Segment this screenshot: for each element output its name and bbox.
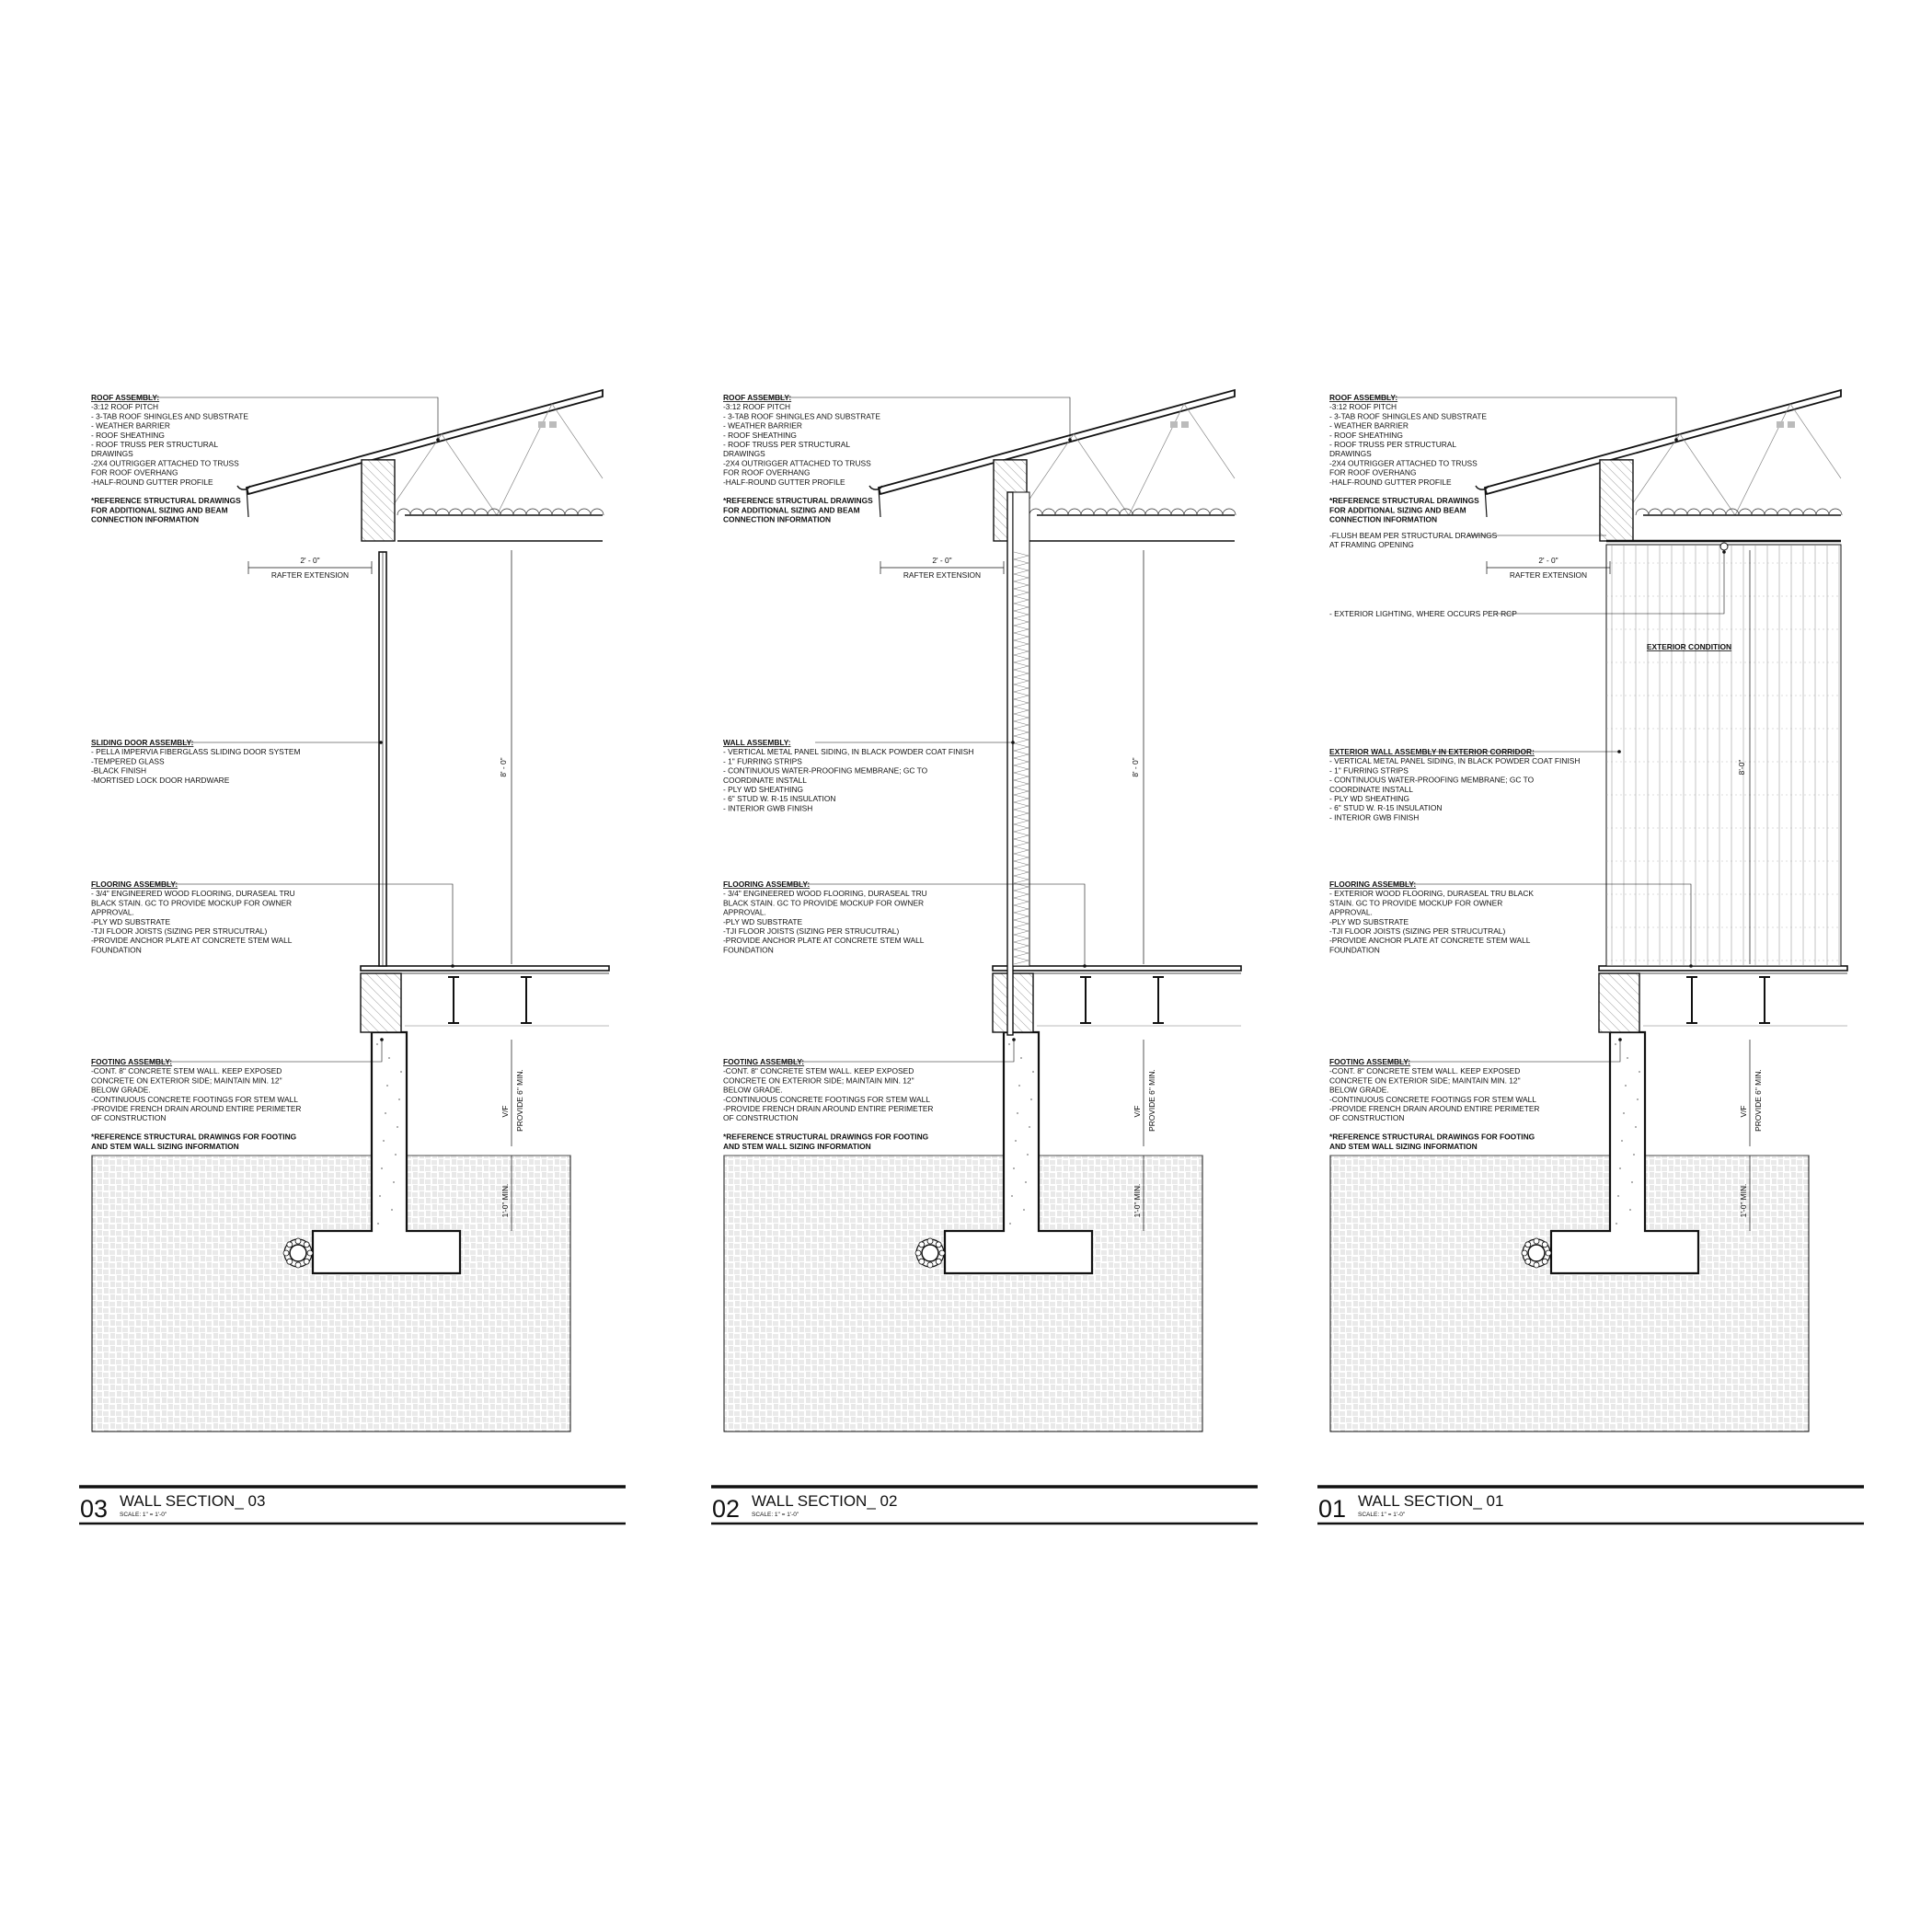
footing-assembly-note-line: CONCRETE ON EXTERIOR SIDE; MAINTAIN MIN. 12" (91, 1075, 282, 1086)
section-title: WALL SECTION_ 02 (752, 1492, 898, 1510)
gravel (287, 1259, 293, 1264)
gravel (1542, 1242, 1547, 1248)
roof-assembly-note-line: DRAWINGS (723, 449, 765, 459)
flooring-assembly-note-line: - EXTERIOR WOOD FLOORING, DURASEAL TRU BLACK (1329, 889, 1534, 899)
wall-assembly-note-line: - CONTINUOUS WATER-PROOFING MEMBRANE; GC TO (723, 765, 928, 776)
section-scale: SCALE: 1" = 1'-0" (120, 1512, 167, 1518)
wall-assembly-note-line: -MORTISED LOCK DOOR HARDWARE (91, 775, 230, 785)
wall-assembly-note (723, 738, 1013, 812)
gravel (304, 1242, 309, 1248)
concrete-aggregate (1623, 1112, 1625, 1114)
concrete-aggregate (1032, 1071, 1034, 1073)
wall-assembly-note-line: - PLY WD SHEATHING (1329, 794, 1410, 803)
concrete-aggregate (1637, 1098, 1639, 1100)
footing-assembly-note-reference: AND STEM WALL SIZING INFORMATION (723, 1141, 871, 1151)
concrete-aggregate (391, 1209, 393, 1211)
roof-assembly-note-line: -3:12 ROOF PITCH (723, 402, 791, 412)
concrete-aggregate (1027, 1154, 1029, 1156)
roof-assembly-note-line: - WEATHER BARRIER (1329, 420, 1409, 431)
flooring-assembly-note (723, 880, 1085, 966)
roof-assembly-note-line: - ROOF TRUSS PER STRUCTURAL (1329, 440, 1457, 449)
wall-assembly-note-line: -TEMPERED GLASS (91, 756, 165, 766)
roof-assembly-note-line: - WEATHER BARRIER (723, 420, 802, 431)
leader-dot (1618, 1038, 1622, 1041)
section-number: 02 (712, 1495, 741, 1523)
rim-board (361, 973, 401, 1032)
roof-rafter (879, 390, 1235, 494)
gravel (307, 1250, 313, 1256)
footing-assembly-note (723, 1040, 1014, 1151)
concrete-aggregate (1631, 1181, 1633, 1183)
wall-assembly-note-line: - VERTICAL METAL PANEL SIDING, IN BLACK POWDER COAT FINISH (1329, 756, 1581, 766)
leader-dot (1722, 550, 1726, 554)
vif-label: V/F (500, 1105, 510, 1118)
roof-assembly-note-line: - ROOF SHEATHING (1329, 430, 1403, 440)
wall-assembly-note-line: - INTERIOR GWB FINISH (1329, 812, 1420, 822)
flooring-assembly-note-line: -TJI FLOOR JOISTS (SIZING PER STRUCUTRAL) (91, 926, 268, 936)
footing-assembly-note-reference: AND STEM WALL SIZING INFORMATION (1329, 1141, 1478, 1151)
concrete-aggregate (1023, 1209, 1025, 1211)
wall-assembly-note-line: COORDINATE INSTALL (723, 775, 807, 785)
gravel (1522, 1250, 1527, 1256)
flooring-assembly-note-line: FOUNDATION (91, 945, 142, 955)
roof-assembly-note-reference: CONNECTION INFORMATION (1329, 514, 1438, 524)
wall-assembly-note-heading: EXTERIOR WALL ASSEMBLY IN EXTERIOR CORRIDOR: (1329, 747, 1535, 756)
concrete-aggregate (1621, 1140, 1623, 1142)
wall-assembly-note-line: - 6" STUD W. R-15 INSULATION (1329, 803, 1443, 813)
leader-dot (436, 438, 440, 442)
metal-siding (1007, 492, 1013, 1035)
concrete-aggregate (395, 1154, 397, 1156)
flooring-assembly-note-line: BLACK STAIN. GC TO PROVIDE MOCKUP FOR OWNER (91, 898, 293, 908)
roof-assembly-note-reference: *REFERENCE STRUCTURAL DRAWINGS (91, 496, 241, 506)
footing-assembly-note-heading: FOOTING ASSEMBLY: (91, 1057, 173, 1066)
concrete-aggregate (1627, 1057, 1628, 1059)
exterior-light (1720, 543, 1728, 550)
leader-dot (379, 741, 383, 744)
provide-min-label: PROVIDE 6" MIN. (1754, 1069, 1763, 1132)
roof-assembly-note-line: -2X4 OUTRIGGER ATTACHED TO TRUSS (91, 458, 239, 468)
concrete-aggregate (1020, 1057, 1022, 1059)
depth-min-label: 1'-0" MIN. (500, 1183, 510, 1218)
roof-assembly-note-reference: *REFERENCE STRUCTURAL DRAWINGS (1329, 496, 1479, 506)
gravel (919, 1242, 925, 1248)
footing-assembly-note-line: -CONT. 8" CONCRETE STEM WALL. KEEP EXPOSED (91, 1066, 282, 1076)
concrete-aggregate (1015, 1140, 1017, 1142)
vif-label: V/F (1739, 1105, 1748, 1118)
flooring-assembly-note-line: -PROVIDE ANCHOR PLATE AT CONCRETE STEM WALL (1329, 936, 1531, 946)
rafter-extension-label: RAFTER EXTENSION (270, 570, 350, 580)
roof-assembly-note-line: - ROOF TRUSS PER STRUCTURAL (723, 440, 851, 449)
gravel (915, 1250, 921, 1256)
footing-assembly-note-line: -CONT. 8" CONCRETE STEM WALL. KEEP EXPOSED (1329, 1066, 1521, 1076)
footing-assembly-note-line: OF CONSTRUCTION (723, 1113, 799, 1123)
roof-assembly-note-line: -HALF-ROUND GUTTER PROFILE (723, 477, 845, 487)
concrete-aggregate (1639, 1071, 1640, 1073)
gravel (936, 1259, 941, 1264)
exterior-lighting-note: - EXTERIOR LIGHTING, WHERE OCCURS PER RCP (1329, 609, 1517, 618)
flooring-assembly-note-heading: FLOORING ASSEMBLY: (723, 880, 811, 889)
roof-assembly-note-heading: ROOF ASSEMBLY: (1329, 393, 1398, 402)
tji-joist (1686, 977, 1697, 1023)
gravel (939, 1250, 945, 1256)
concrete-aggregate (400, 1071, 402, 1073)
soil-hatch (1330, 1156, 1809, 1432)
gravel (927, 1238, 933, 1244)
roof-assembly-note-line: - 3-TAB ROOF SHINGLES AND SUBSTRATE (723, 411, 880, 421)
height-dimension: 8' - 0" (499, 757, 508, 777)
wall-assembly-note-line: - INTERIOR GWB FINISH (723, 803, 813, 813)
roof-assembly-note-heading: ROOF ASSEMBLY: (723, 393, 792, 402)
roof-rafter (1485, 390, 1841, 494)
footing-assembly-note-reference: *REFERENCE STRUCTURAL DRAWINGS FOR FOOTING (723, 1132, 929, 1142)
footing-assembly-note-line: -CONTINUOUS CONCRETE FOOTINGS FOR STEM WALL (1329, 1094, 1536, 1104)
grey-mark (538, 421, 546, 428)
roof-assembly-note-line: - ROOF SHEATHING (723, 430, 797, 440)
flush-beam-note: -FLUSH BEAM PER STRUCTURAL DRAWINGS (1329, 531, 1498, 540)
exterior-condition-label: EXTERIOR CONDITION (1646, 642, 1732, 651)
tji-joist (1759, 977, 1770, 1023)
flush-beam-note: AT FRAMING OPENING (1329, 540, 1414, 549)
floor-deck (361, 966, 609, 971)
gravel (295, 1238, 301, 1244)
gravel (1534, 1238, 1539, 1244)
wall-assembly-note (1329, 747, 1619, 822)
concrete-footing (1551, 1032, 1698, 1273)
roof-assembly-note-line: - ROOF SHEATHING (91, 430, 165, 440)
rafter-extension-label: RAFTER EXTENSION (903, 570, 982, 580)
gravel (1542, 1259, 1547, 1264)
section-number: 01 (1318, 1495, 1347, 1523)
concrete-aggregate (397, 1126, 398, 1128)
flooring-assembly-note-line: - 3/4" ENGINEERED WOOD FLOORING, DURASEAL TRU (723, 889, 927, 899)
concrete-aggregate (1029, 1126, 1030, 1128)
rafter-dimension: 2' - 0" (932, 556, 952, 565)
leader-line (1385, 1040, 1620, 1062)
flooring-assembly-note (91, 880, 453, 966)
grey-mark (549, 421, 557, 428)
concrete-aggregate (1030, 1098, 1032, 1100)
concrete-aggregate (1009, 1223, 1011, 1225)
roof-assembly-note-line: - ROOF TRUSS PER STRUCTURAL (91, 440, 219, 449)
roof-assembly-note-line: DRAWINGS (1329, 449, 1372, 459)
flooring-assembly-note-line: -PROVIDE ANCHOR PLATE AT CONCRETE STEM WALL (723, 936, 925, 946)
concrete-aggregate (383, 1140, 385, 1142)
roof-assembly-note-line: -2X4 OUTRIGGER ATTACHED TO TRUSS (723, 458, 871, 468)
footing-assembly-note-line: -CONTINUOUS CONCRETE FOOTINGS FOR STEM WALL (723, 1094, 930, 1104)
roof-assembly-note-line: -2X4 OUTRIGGER ATTACHED TO TRUSS (1329, 458, 1478, 468)
concrete-aggregate (388, 1057, 390, 1059)
flooring-assembly-note-line: APPROVAL. (91, 907, 134, 917)
gravel (936, 1242, 941, 1248)
wall-assembly-note-heading: SLIDING DOOR ASSEMBLY: (91, 738, 194, 747)
grey-mark (1170, 421, 1178, 428)
footing-assembly-note-reference: *REFERENCE STRUCTURAL DRAWINGS FOR FOOTING (91, 1132, 297, 1142)
roof-assembly-note-reference: FOR ADDITIONAL SIZING AND BEAM (1329, 505, 1466, 515)
footing-assembly-note-line: -PROVIDE FRENCH DRAIN AROUND ENTIRE PERIMETER (723, 1104, 934, 1113)
footing-assembly-note (91, 1040, 382, 1151)
concrete-aggregate (1625, 1085, 1627, 1087)
floor-deck (993, 966, 1241, 971)
roof-assembly-note-line: FOR ROOF OVERHANG (91, 467, 178, 477)
footing-assembly-note (1329, 1040, 1620, 1151)
flooring-assembly-note-line: APPROVAL. (723, 907, 766, 917)
leader-dot (1012, 1038, 1016, 1041)
flooring-assembly-note-heading: FLOORING ASSEMBLY: (1329, 880, 1417, 889)
height-dimension: 8'-0" (1737, 759, 1746, 776)
roof-assembly-note-line: FOR ROOF OVERHANG (723, 467, 811, 477)
wall-assembly-note-heading: WALL ASSEMBLY: (723, 738, 791, 747)
concrete-aggregate (1013, 1167, 1015, 1169)
roof-assembly-note-line: -3:12 ROOF PITCH (91, 402, 159, 412)
provide-min-label: PROVIDE 6" MIN. (1147, 1069, 1156, 1132)
tji-joist (1153, 977, 1164, 1023)
tji-joist (1080, 977, 1091, 1023)
rafter-extension-label: RAFTER EXTENSION (1509, 570, 1588, 580)
roof-assembly-note-reference: FOR ADDITIONAL SIZING AND BEAM (723, 505, 860, 515)
wall-assembly-note-line: - 1" FURRING STRIPS (723, 756, 802, 766)
concrete-aggregate (1633, 1154, 1635, 1156)
roof-assembly-note-line: - 3-TAB ROOF SHINGLES AND SUBSTRATE (91, 411, 248, 421)
wall-section-02 (711, 390, 1258, 1524)
provide-min-label: PROVIDE 6" MIN. (515, 1069, 524, 1132)
depth-min-label: 1'-0" MIN. (1133, 1183, 1142, 1218)
footing-assembly-note-line: BELOW GRADE. (723, 1085, 783, 1095)
footing-assembly-note-reference: *REFERENCE STRUCTURAL DRAWINGS FOR FOOTING (1329, 1132, 1535, 1142)
flooring-assembly-note-heading: FLOORING ASSEMBLY: (91, 880, 178, 889)
footing-assembly-note-line: CONCRETE ON EXTERIOR SIDE; MAINTAIN MIN. 12" (1329, 1075, 1521, 1086)
wall-top-framing (362, 460, 395, 541)
soil-hatch (92, 1156, 570, 1432)
concrete-footing (945, 1032, 1092, 1273)
flooring-assembly-note-line: -TJI FLOOR JOISTS (SIZING PER STRUCUTRAL) (723, 926, 900, 936)
footing-assembly-note-reference: AND STEM WALL SIZING INFORMATION (91, 1141, 239, 1151)
footing-assembly-note-line: BELOW GRADE. (91, 1085, 151, 1095)
footing-assembly-note-line: -CONTINUOUS CONCRETE FOOTINGS FOR STEM WALL (91, 1094, 298, 1104)
footing-assembly-note-line: BELOW GRADE. (1329, 1085, 1389, 1095)
footing-assembly-note-heading: FOOTING ASSEMBLY: (723, 1057, 805, 1066)
roof-assembly-note-line: - WEATHER BARRIER (91, 420, 170, 431)
gravel (1546, 1250, 1551, 1256)
concrete-aggregate (1629, 1209, 1631, 1211)
flooring-assembly-note-line: -TJI FLOOR JOISTS (SIZING PER STRUCUTRAL) (1329, 926, 1506, 936)
concrete-aggregate (1617, 1195, 1619, 1197)
concrete-aggregate (386, 1085, 388, 1087)
concrete-aggregate (1025, 1181, 1027, 1183)
grey-mark (1181, 421, 1189, 428)
footing-assembly-note-line: OF CONSTRUCTION (1329, 1113, 1405, 1123)
roof-assembly-note-line: -HALF-ROUND GUTTER PROFILE (91, 477, 213, 487)
wall-section-03 (79, 390, 626, 1524)
flooring-assembly-note-line: - 3/4" ENGINEERED WOOD FLOORING, DURASEAL TRU (91, 889, 295, 899)
flooring-assembly-note-line: STAIN. GC TO PROVIDE MOCKUP FOR OWNER (1329, 898, 1503, 908)
tji-joist (448, 977, 459, 1023)
leader-dot (1068, 438, 1072, 442)
footing-assembly-note-heading: FOOTING ASSEMBLY: (1329, 1057, 1411, 1066)
roof-assembly-note-reference: CONNECTION INFORMATION (723, 514, 832, 524)
flooring-assembly-note-line: -PLY WD SUBSTRATE (723, 916, 803, 926)
section-number: 03 (80, 1495, 109, 1523)
soil-hatch (724, 1156, 1202, 1432)
wall-assembly-note-line: - PLY WD SHEATHING (723, 785, 804, 794)
flooring-assembly-note-line: BLACK STAIN. GC TO PROVIDE MOCKUP FOR OWNER (723, 898, 925, 908)
concrete-aggregate (1008, 1043, 1010, 1045)
leader-dot (451, 964, 454, 968)
leader-line (778, 1040, 1014, 1062)
gravel (287, 1242, 293, 1248)
grey-mark (1788, 421, 1795, 428)
rim-board (1599, 973, 1639, 1032)
flooring-assembly-note-line: -PROVIDE ANCHOR PLATE AT CONCRETE STEM WALL (91, 936, 293, 946)
wall-assembly-note-line: - 6" STUD W. R-15 INSULATION (723, 794, 836, 804)
wall-assembly-note-line: - PELLA IMPERVIA FIBERGLASS SLIDING DOOR SYSTEM (91, 747, 301, 757)
roof-assembly-note-line: -HALF-ROUND GUTTER PROFILE (1329, 477, 1452, 487)
concrete-aggregate (377, 1223, 379, 1225)
roof-assembly-note-line: FOR ROOF OVERHANG (1329, 467, 1417, 477)
gravel (1534, 1262, 1539, 1268)
footing-assembly-note-line: -CONT. 8" CONCRETE STEM WALL. KEEP EXPOSED (723, 1066, 914, 1076)
wall-top-framing (1600, 460, 1633, 541)
rafter-dimension: 2' - 0" (1538, 556, 1558, 565)
concrete-aggregate (379, 1195, 381, 1197)
roof-assembly-note-heading: ROOF ASSEMBLY: (91, 393, 160, 402)
concrete-aggregate (1615, 1043, 1616, 1045)
exterior-siding-field (1606, 545, 1841, 966)
leader-dot (1617, 750, 1621, 753)
concrete-aggregate (1619, 1167, 1621, 1169)
concrete-aggregate (1616, 1223, 1617, 1225)
leader-dot (1011, 741, 1015, 744)
concrete-aggregate (1018, 1085, 1020, 1087)
flooring-assembly-note-line: FOUNDATION (723, 945, 774, 955)
concrete-footing (313, 1032, 460, 1273)
flooring-assembly-note-line: -PLY WD SUBSTRATE (1329, 916, 1409, 926)
wall-assembly-note-line: - 1" FURRING STRIPS (1329, 765, 1409, 776)
gravel (283, 1250, 289, 1256)
rafter-dimension: 2' - 0" (300, 556, 320, 565)
height-dimension: 8' - 0" (1131, 757, 1140, 777)
gravel (927, 1262, 933, 1268)
footing-assembly-note-line: -PROVIDE FRENCH DRAIN AROUND ENTIRE PERIMETER (91, 1104, 302, 1113)
concrete-aggregate (398, 1098, 400, 1100)
section-title: WALL SECTION_ 01 (1358, 1492, 1504, 1510)
grey-mark (1777, 421, 1784, 428)
attic-insulation (1029, 509, 1236, 515)
roof-assembly-note-line: -3:12 ROOF PITCH (1329, 402, 1397, 412)
wall-assembly-note-line: - CONTINUOUS WATER-PROOFING MEMBRANE; GC TO (1329, 775, 1535, 785)
wall-assembly-note (91, 738, 381, 785)
gravel (1525, 1242, 1531, 1248)
wall-section-01 (1317, 390, 1864, 1524)
wall-assembly-note-line: COORDINATE INSTALL (1329, 784, 1413, 794)
section-scale: SCALE: 1" = 1'-0" (1358, 1512, 1406, 1518)
leader-dot (1674, 438, 1678, 442)
wall-assembly-note-line: -BLACK FINISH (91, 765, 147, 776)
leader-dot (380, 1038, 384, 1041)
roof-assembly-note-reference: CONNECTION INFORMATION (91, 514, 200, 524)
depth-min-label: 1'-0" MIN. (1739, 1183, 1748, 1218)
leader-dot (1689, 964, 1693, 968)
leader-dot (1083, 964, 1087, 968)
attic-insulation (1636, 509, 1842, 515)
flooring-assembly-note-line: -PLY WD SUBSTRATE (91, 916, 171, 926)
roof-assembly-note-reference: FOR ADDITIONAL SIZING AND BEAM (91, 505, 228, 515)
footing-assembly-note-line: CONCRETE ON EXTERIOR SIDE; MAINTAIN MIN. 12" (723, 1075, 914, 1086)
roof-assembly-note-reference: *REFERENCE STRUCTURAL DRAWINGS (723, 496, 873, 506)
roof-rafter (247, 390, 603, 494)
concrete-aggregate (1017, 1112, 1018, 1114)
roof-assembly-note-line: DRAWINGS (91, 449, 133, 459)
gravel (304, 1259, 309, 1264)
footing-assembly-note-line: OF CONSTRUCTION (91, 1113, 167, 1123)
leader-line (146, 1040, 382, 1062)
concrete-aggregate (381, 1167, 383, 1169)
section-title: WALL SECTION_ 03 (120, 1492, 266, 1510)
wall-assembly-note-line: - VERTICAL METAL PANEL SIDING, IN BLACK POWDER COAT FINISH (723, 747, 974, 757)
roof-assembly-note-line: - 3-TAB ROOF SHINGLES AND SUBSTRATE (1329, 411, 1487, 421)
flooring-assembly-note-line: FOUNDATION (1329, 945, 1380, 955)
vif-label: V/F (1133, 1105, 1142, 1118)
floor-deck (1599, 966, 1847, 971)
concrete-aggregate (1011, 1195, 1013, 1197)
footing-assembly-note-line: -PROVIDE FRENCH DRAIN AROUND ENTIRE PERIMETER (1329, 1104, 1540, 1113)
gravel (295, 1262, 301, 1268)
concrete-aggregate (393, 1181, 395, 1183)
flooring-assembly-note-line: APPROVAL. (1329, 907, 1373, 917)
attic-insulation (397, 509, 604, 515)
concrete-aggregate (385, 1112, 386, 1114)
section-scale: SCALE: 1" = 1'-0" (752, 1512, 799, 1518)
gravel (1525, 1259, 1531, 1264)
gravel (919, 1259, 925, 1264)
tji-joist (521, 977, 532, 1023)
concrete-aggregate (376, 1043, 378, 1045)
concrete-aggregate (1635, 1126, 1637, 1128)
